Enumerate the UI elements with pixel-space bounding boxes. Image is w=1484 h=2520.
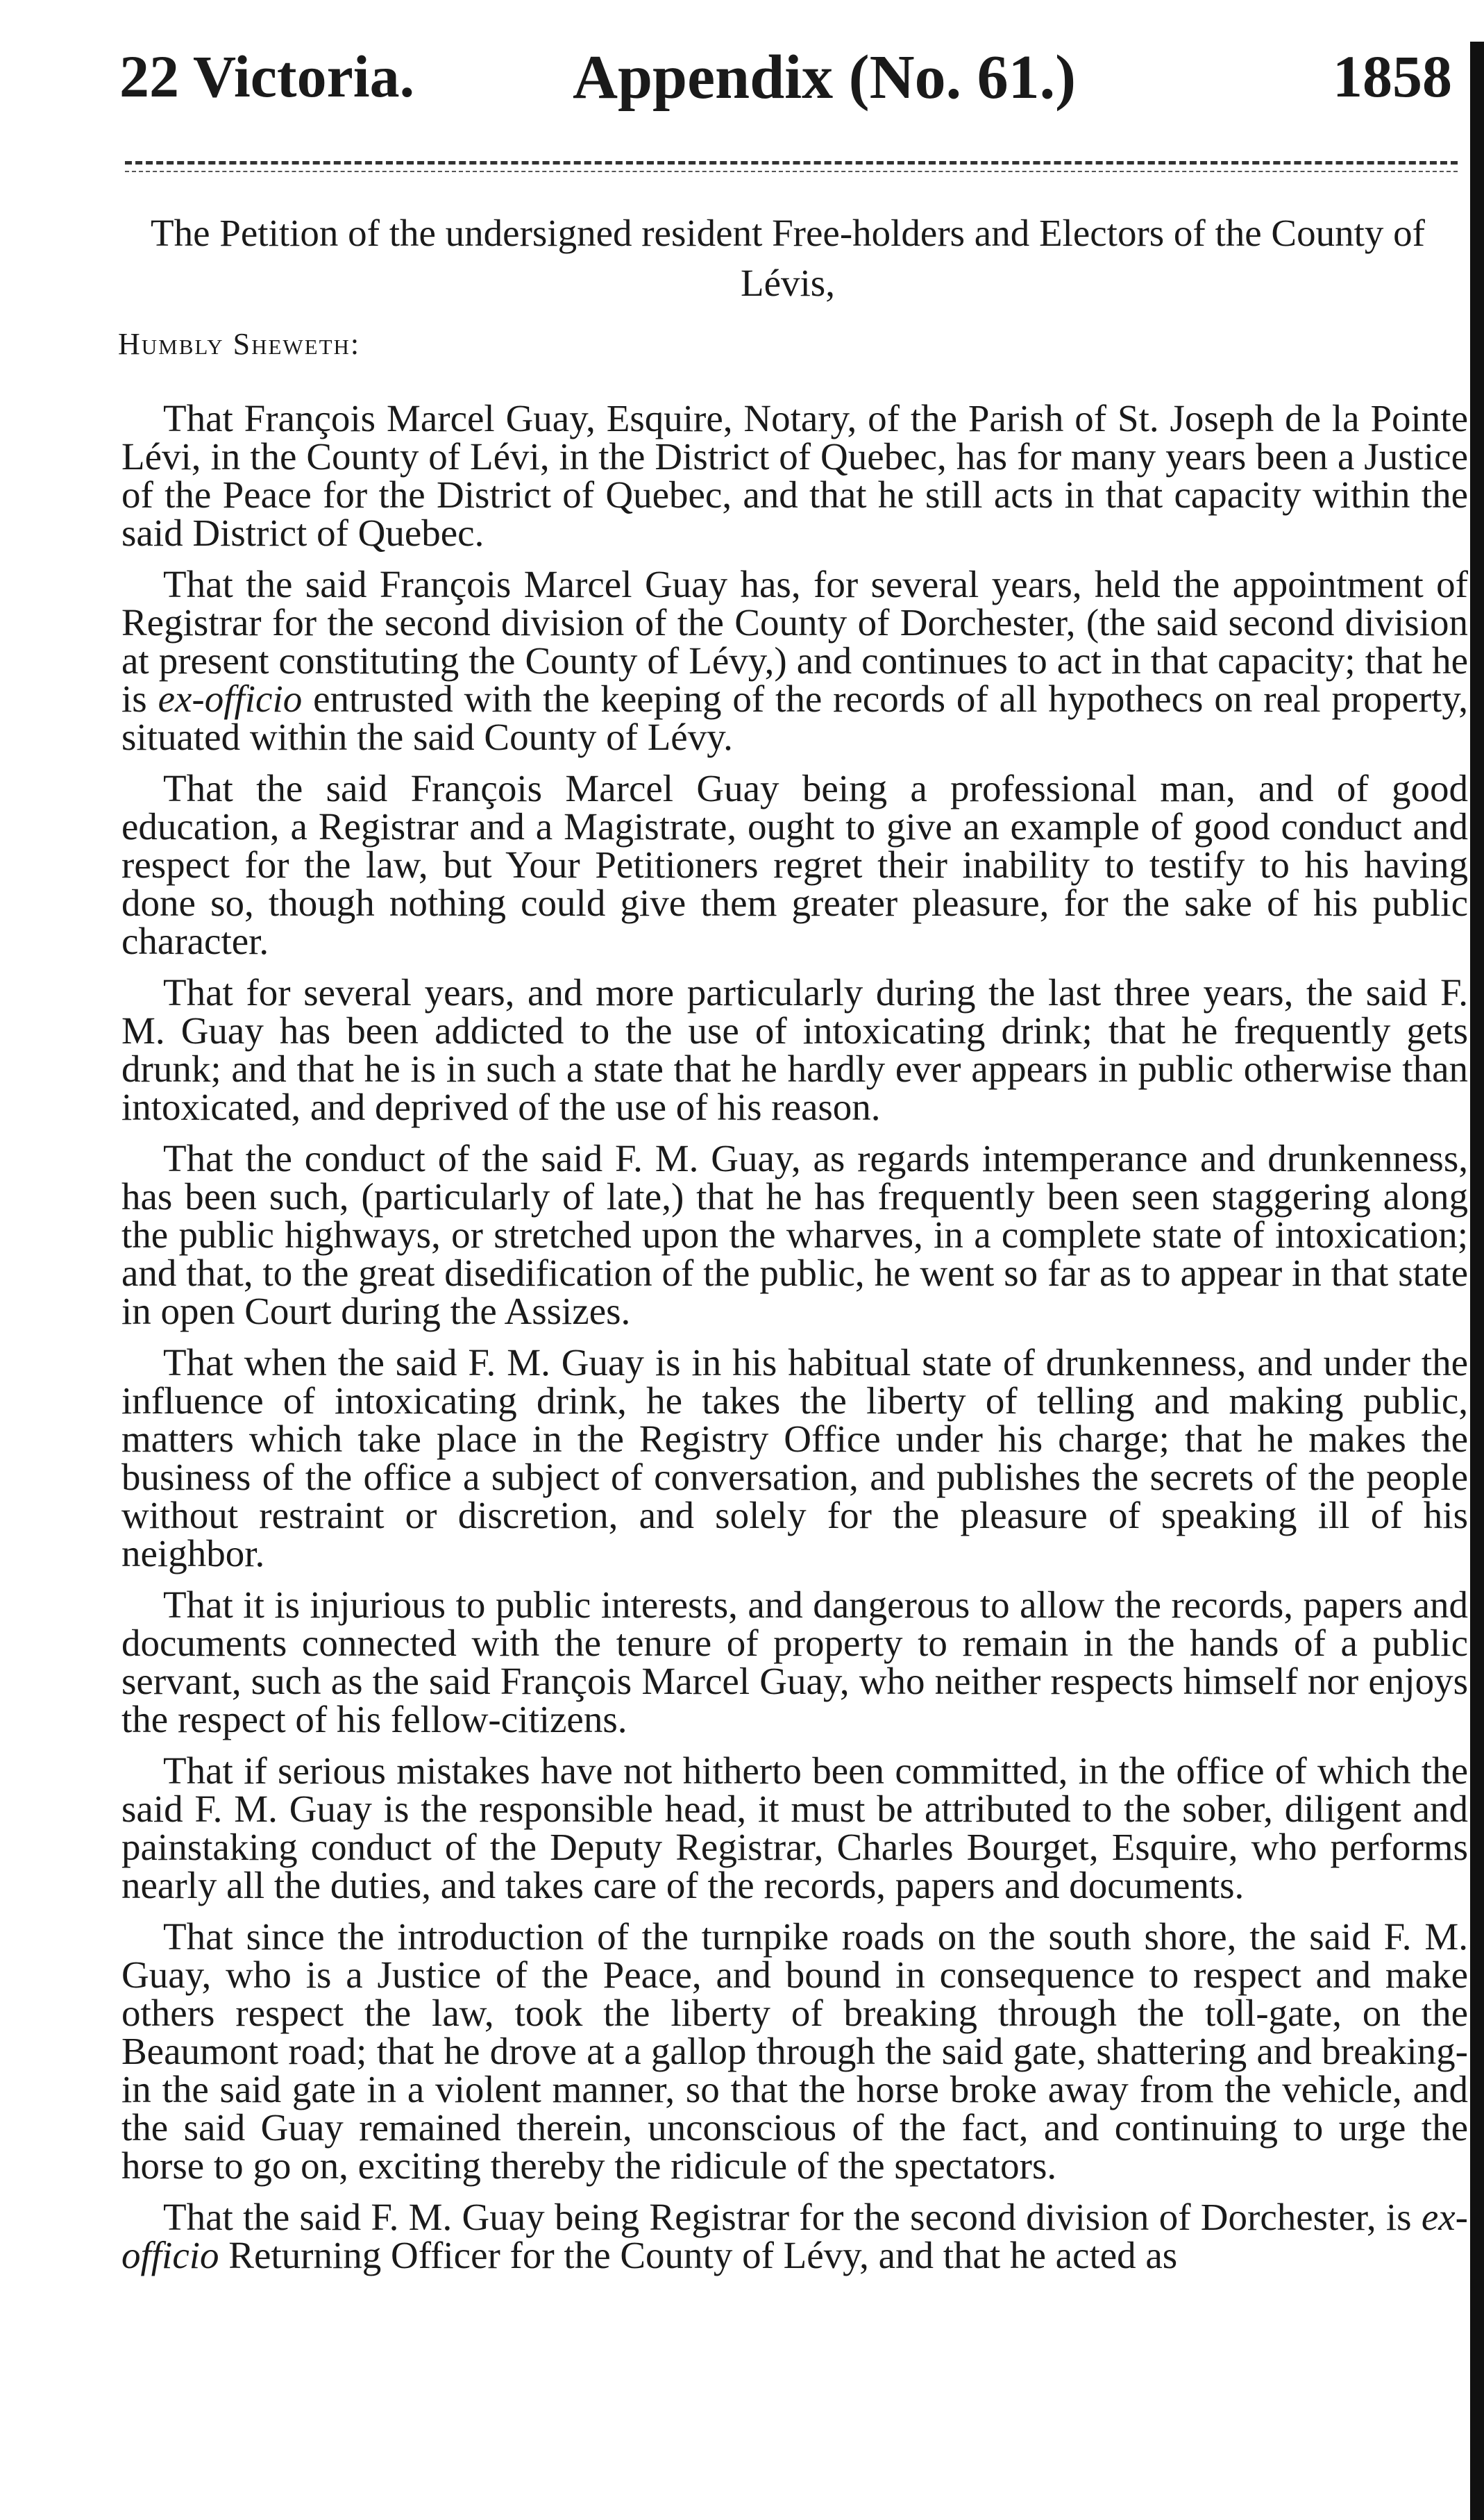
paragraph: That the conduct of the said F. M. Guay, as regards intemperance and drunkenness, has been such, (particularly of late,) that he has frequently been seen staggering along the public highways, or stretched upon the wharves, in a complete state of intoxication; and that, to the great disedification of the public, he went so far as to appear in that state in open Court during the Assizes. xyxy=(121,1137,1468,1332)
header-rule xyxy=(125,161,1458,165)
header-appendix: Appendix (No. 61.) xyxy=(573,43,1077,112)
paragraph: That the said François Marcel Guay has, for several years, held the appointment of Registrar for the second division of the County of Dorchester, (the said second division at present constituting the County of Lévy,) and continues to act in that capacity; that he is ex-officio entrusted with the keeping of the records of all hypothecs on real property, situated within the said County of Lévy. xyxy=(121,563,1469,758)
paragraph: That François Marcel Guay, Esquire, Notary, of the Parish of St. Joseph de la Pointe Lévi, in the County of Lévi, in the District of Quebec, has for many years been a Justice of the Peace for the District of Quebec, and that he still acts in that capacity within the said District of Quebec. xyxy=(121,397,1468,554)
header-rule-secondary xyxy=(125,171,1458,172)
paragraph: That if serious mistakes have not hitherto been committed, in the office of which the said F. M. Guay is the responsible head, it must be attributed to the sober, diligent and painstaking conduct of the Deputy Registrar, Charles Bourget, Esquire, who performs nearly all the duties, and takes care of the records, papers and documents. xyxy=(121,1749,1468,1906)
paragraph: That since the introduction of the turnpike roads on the south shore, the said F. M. Guay, who is a Justice of the Peace, and bound in consequence to respect and make others respect the law, took the liberty of breaking through the toll-gate, on the Beaumont road; that he drove at a gallop through the said gate, shattering and breaking-in the said gate in a violent manner, so that the horse broke away from the vehicle, and the said Guay remained therein, unconscious of the fact, and continuing to urge the horse to go on, exciting thereby the ridicule of the spectators. xyxy=(121,1915,1468,2187)
petition-salutation: Humbly Sheweth: xyxy=(118,327,361,361)
header-year: 1858 xyxy=(1333,43,1452,110)
paragraph: That the said F. M. Guay being Registrar for the second division of Dorchester, is ex-officio Returning Officer for the County of Lévy, and that he acted as xyxy=(121,2196,1468,2276)
page-header xyxy=(104,42,1458,125)
paragraph: That when the said F. M. Guay is in his habitual state of drunkenness, and under the influence of intoxicating drink, he takes the liberty of telling and making public, matters which take place in the Registry Office under his charge; that he makes the business of the office a subject of conversation, and publishes the secrets of the people without restraint or discretion, and solely for the pleasure of speaking ill of his neighbor. xyxy=(121,1341,1468,1574)
paragraph: That for several years, and more particularly during the last three years, the said F. M. Guay has been addicted to the use of intoxicating drink; that he frequently gets drunk; and that he is in such a state that he hardly ever appears in public otherwise than intoxicated, and deprived of the use of his reason. xyxy=(121,971,1468,1128)
header-volume: 22 Victoria. xyxy=(119,43,415,110)
petition-title: The Petition of the undersigned resident Free-holders and Electors of the County of Lévis, xyxy=(151,212,1425,304)
petition-body xyxy=(121,399,1468,2287)
paragraph: That it is injurious to public interests, and dangerous to allow the records, papers and documents connected with the tenure of property to remain in the hands of a public servant, such as the said François Marcel Guay, who neither respects himself nor enjoys the respect of his fellow-citizens. xyxy=(121,1584,1468,1740)
page-edge-shadow xyxy=(1470,42,1484,2520)
paragraph: That the said François Marcel Guay being a professional man, and of good education, a Registrar and a Magistrate, ought to give an example of good conduct and respect for the law, but Your Petitioners regret their inability to testify to his having done so, though nothing could give them greater pleasure, for the sake of his public character. xyxy=(121,767,1468,962)
